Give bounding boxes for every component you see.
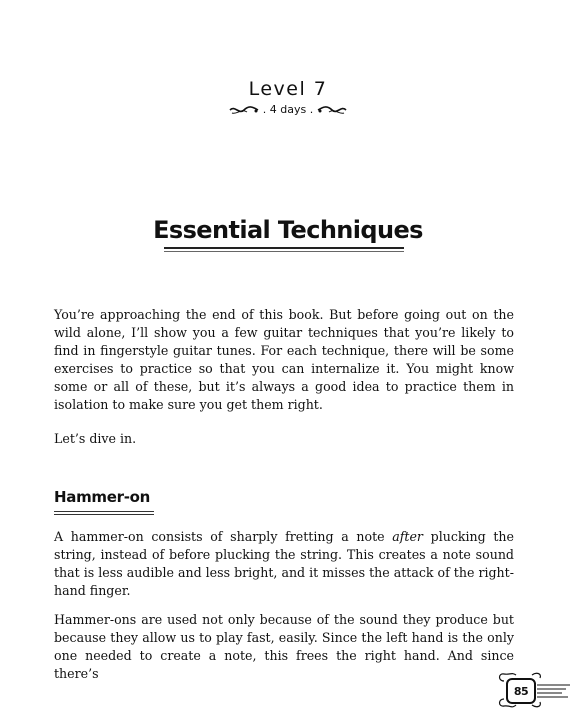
section-underline-second <box>54 514 154 515</box>
intro-paragraph <box>54 306 514 414</box>
hammer-on-paragraph-1 <box>54 528 514 600</box>
level-duration: . 4 days . <box>262 103 314 116</box>
section-heading: Hammer-on <box>54 488 151 506</box>
dive-paragraph <box>54 430 514 448</box>
page-number-badge <box>494 671 574 711</box>
section-underline <box>54 511 154 512</box>
flourish-right-icon <box>317 104 347 116</box>
text-segment: A hammer-on consists of sharply fretting a note <box>54 529 393 544</box>
title-underline <box>164 247 404 249</box>
hammer-on-text-1 <box>54 528 514 600</box>
hammer-on-paragraph-2 <box>54 611 514 683</box>
level-header <box>0 78 576 116</box>
flourish-left-icon <box>229 104 259 116</box>
emphasis-text: after <box>392 529 423 544</box>
title-underline-thin <box>164 251 404 252</box>
page-number: 85 <box>506 678 536 704</box>
text-segment: plucking the string, instead of before plucking the string. This creates a note sound that is less audible and less bright, and it misses the attack of the right-hand finger. <box>54 529 514 598</box>
level-title: Level 7 <box>248 78 328 100</box>
intro-text: You’re approaching the end of this book. But before going out on the wild alone, I’ll show you a few guitar techniques that you’re likely to find in fingerstyle guitar tunes. For each technique, there will be some exercises to practice so that you can internalize it. You might know some or all of these, but it’s always a good idea to practice them in isolation to make sure you get them right. <box>54 307 514 412</box>
dive-text: Let’s dive in. <box>54 431 137 446</box>
chapter-title: Essential Techniques <box>153 216 423 244</box>
level-subtitle <box>0 103 576 116</box>
hammer-on-text-2: Hammer-ons are used not only because of the sound they produce but because they allow us to play fast, easily. Since the left hand is the only one needed to create a note, this frees the right hand. And since there’s <box>54 612 514 681</box>
